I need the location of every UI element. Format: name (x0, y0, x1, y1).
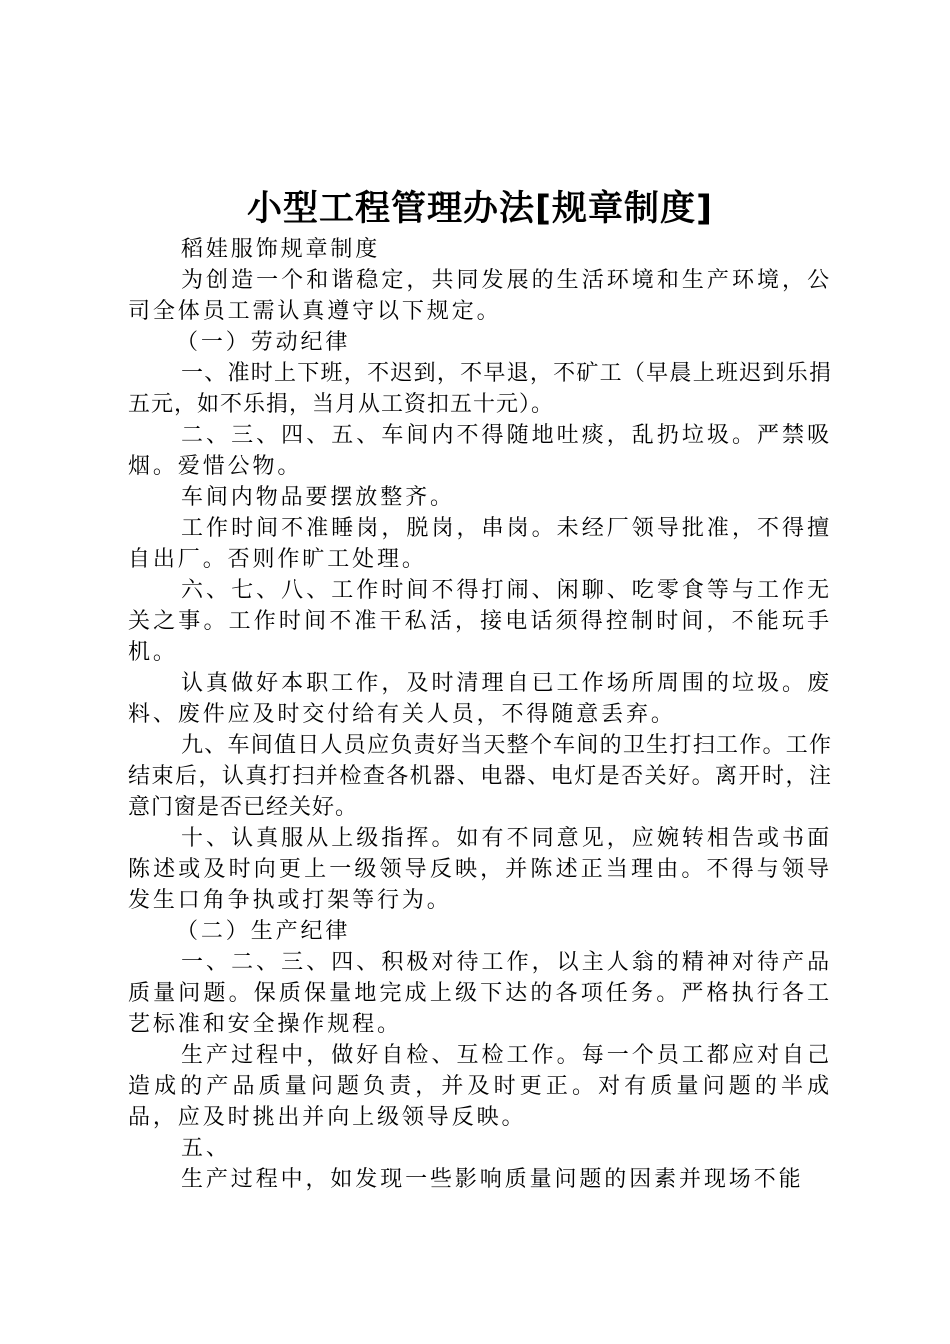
paragraph-no-sleeping: 工作时间不准睡岗，脱岗，串岗。未经厂领导批准，不得擅自出厂。否则作旷工处理。 (128, 516, 832, 572)
document-body (128, 234, 832, 1195)
paragraph-rule-1: 一、准时上下班，不迟到，不早退，不矿工（早晨上班迟到乐捐五元，如不乐捐，当月从工资扣五十元）。 (128, 361, 832, 417)
paragraph-rule-2-5: 二、三、四、五、车间内不得随地吐痰，乱扔垃圾。严禁吸烟。爱惜公物。 (128, 423, 832, 479)
paragraph-own-work: 认真做好本职工作，及时清理自已工作场所周围的垃圾。废料、废件应及时交付给有关人员，不得随意丢弃。 (128, 671, 832, 727)
document-page (128, 0, 832, 1344)
paragraph-rule-5-label: 五、 (181, 1136, 231, 1161)
section-heading-labor-discipline: （一）劳动纪律 (176, 330, 351, 355)
paragraph-self-check: 生产过程中，做好自检、互检工作。每一个员工都应对自己造成的产品质量问题负责，并及时更正。对有质量问题的半成品，应及时挑出并向上级领导反映。 (128, 1043, 832, 1130)
paragraph-intro: 为创造一个和谐稳定，共同发展的生活环境和生产环境，公司全体员工需认真遵守以下规定。 (128, 268, 832, 324)
paragraph-rule-10: 十、认真服从上级指挥。如有不同意见，应婉转相告或书面陈述或及时向更上一级领导反映，并陈述正当理由。不得与领导发生口角争执或打架等行为。 (128, 826, 832, 913)
paragraph-rule-9: 九、车间值日人员应负责好当天整个车间的卫生打扫工作。工作结束后，认真打扫并检查各机器、电器、电灯是否关好。离开时，注意门窗是否已经关好。 (128, 733, 832, 820)
section-heading-production-discipline: （二）生产纪律 (176, 919, 351, 944)
document-title: 小型工程管理办法[规章制度] (247, 189, 713, 229)
paragraph-tidy-items: 车间内物品要摆放整齐。 (181, 485, 455, 510)
paragraph-production-rule-1-4: 一、二、三、四、积极对待工作，以主人翁的精神对待产品质量问题。保质保量地完成上级下达的各项任务。严格执行各工艺标准和安全操作规程。 (128, 950, 832, 1037)
paragraph-company-name: 稻娃服饰规章制度 (181, 237, 381, 262)
paragraph-quality-factors: 生产过程中，如发现一些影响质量问题的因素并现场不能 (181, 1167, 804, 1192)
paragraph-rule-6-8: 六、七、八、工作时间不得打闹、闲聊、吃零食等与工作无关之事。工作时间不准干私活，接电话须得控制时间，不能玩手机。 (128, 578, 832, 665)
